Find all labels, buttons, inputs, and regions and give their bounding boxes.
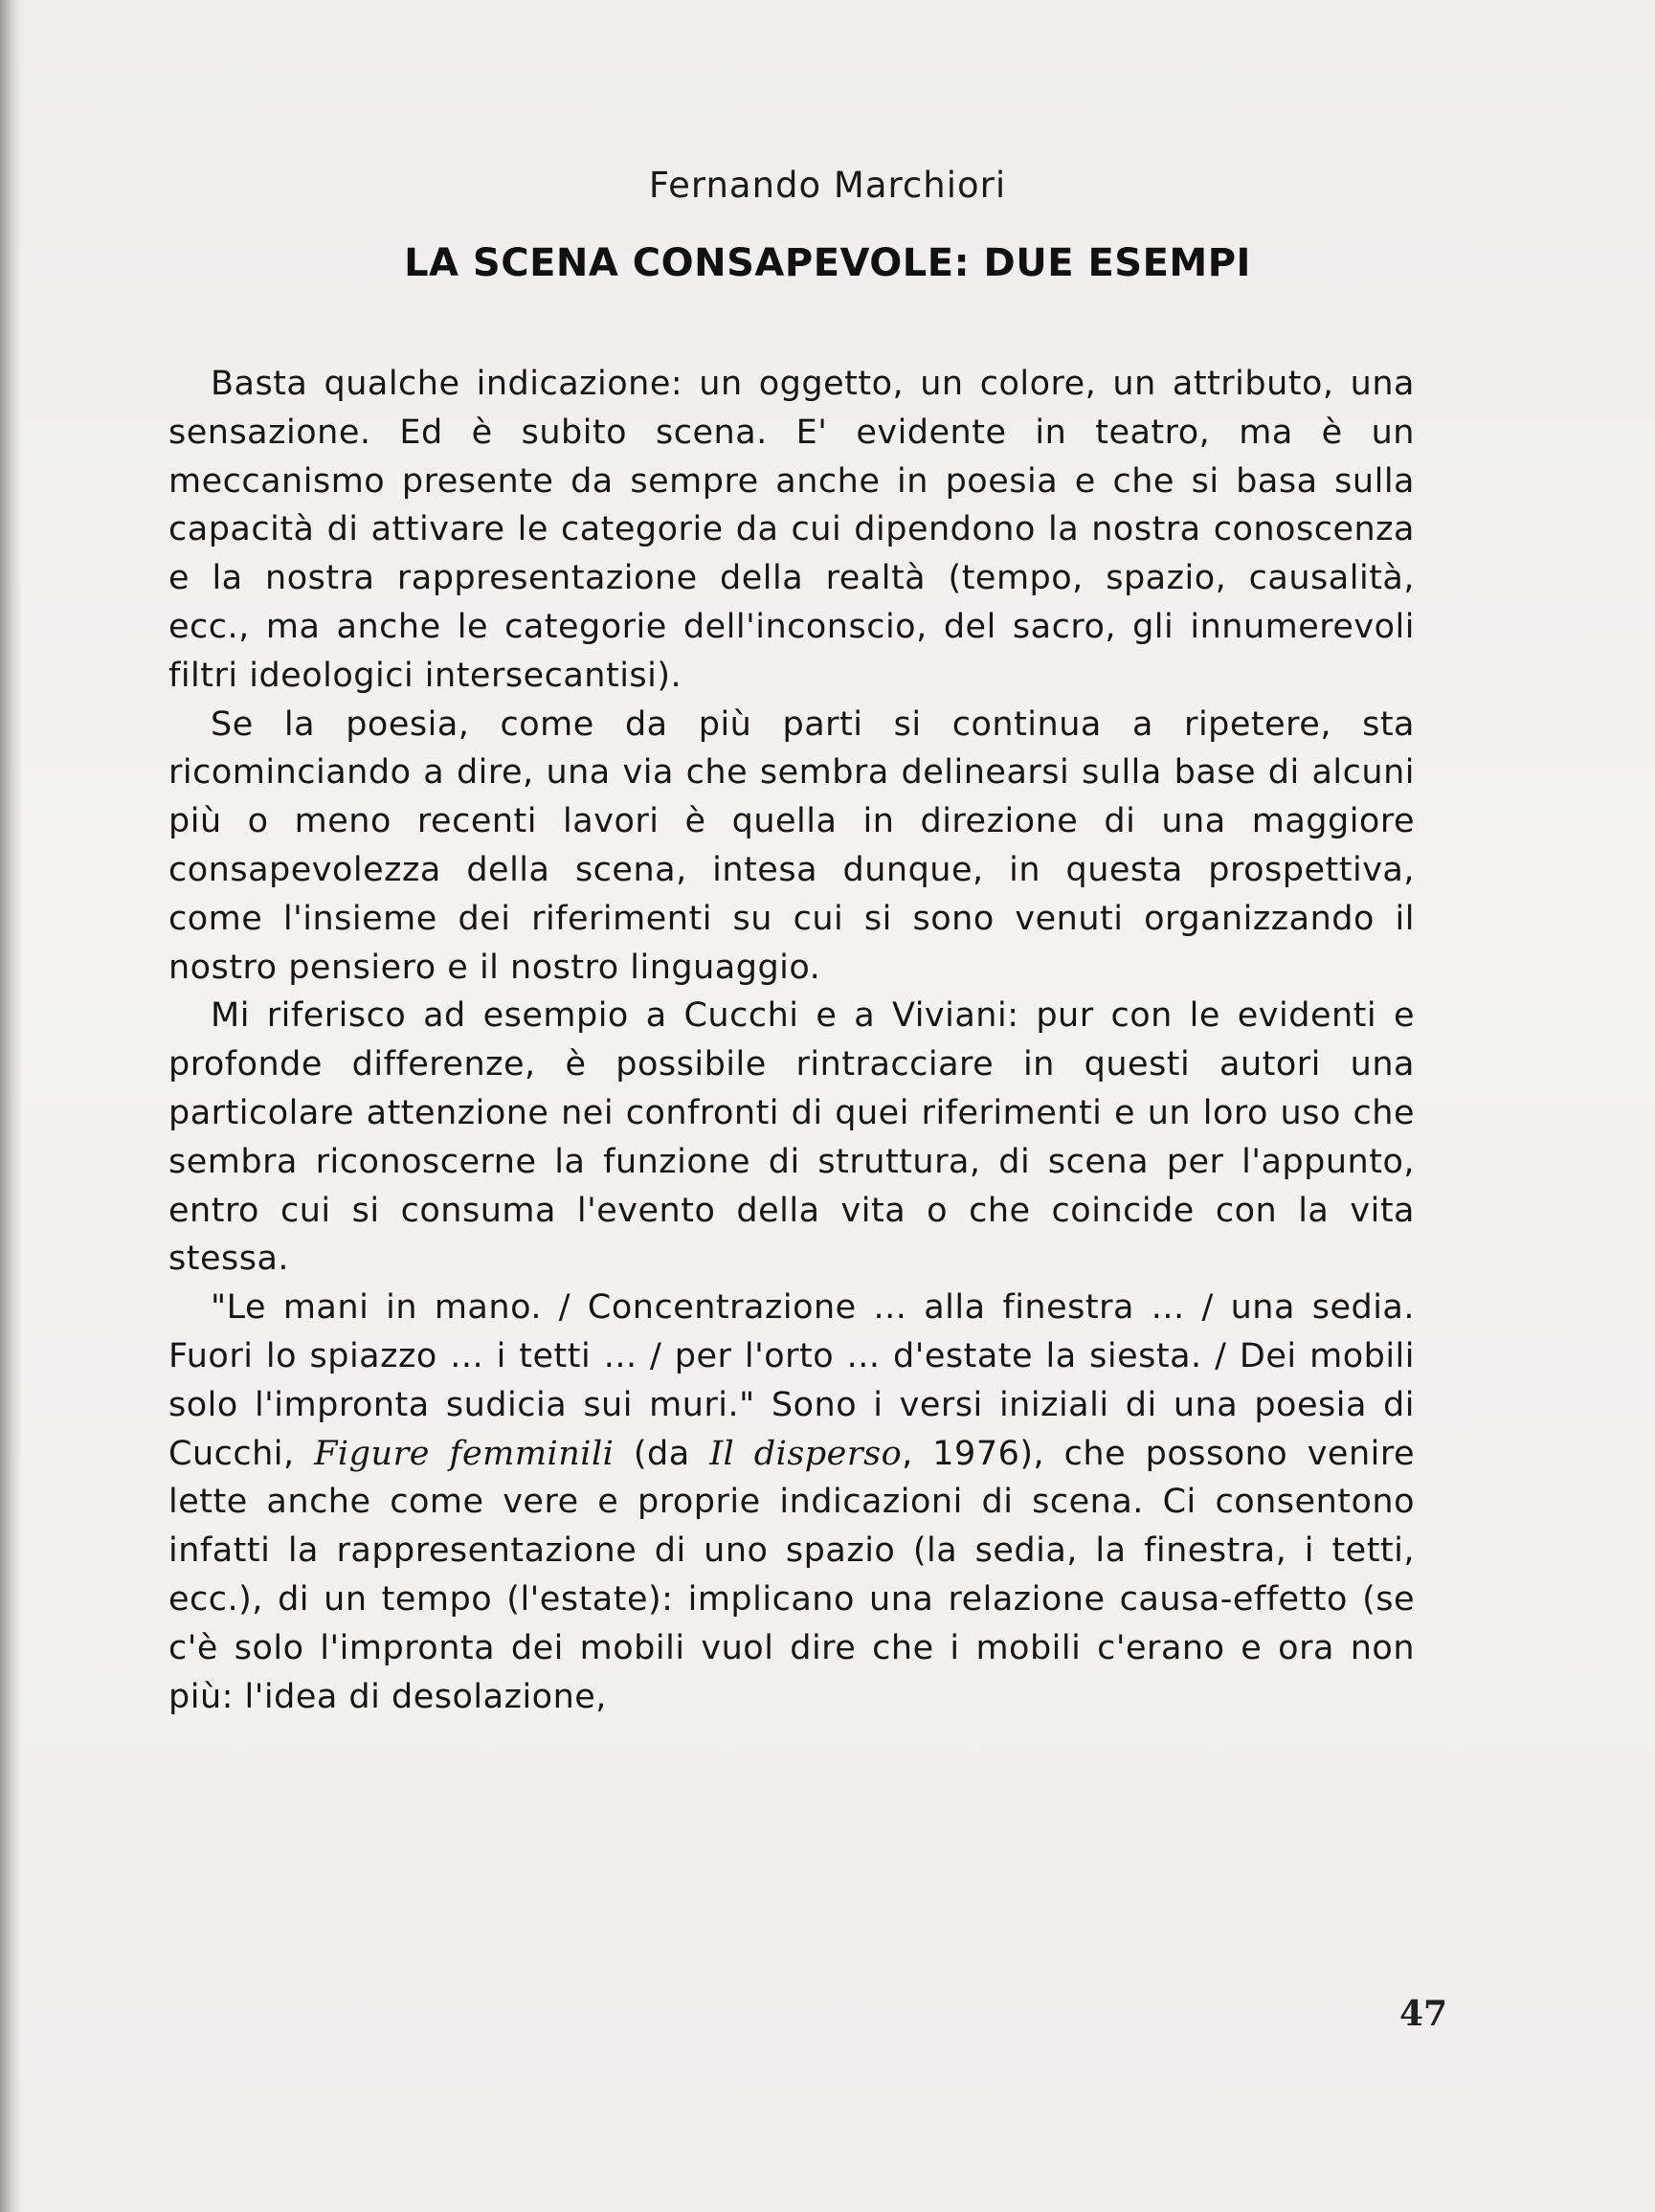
paragraph-4-text-c: , 1976), che possono venire lette anche come vere e proprie indicazioni di scena. Ci consentono infatti la rappresentazione di uno spazio (la sedia, la finestra, i tetti, ecc.), di un tempo (l'estate): implicano una relazione causa-effetto (se c'è solo l'impronta dei mobili vuol dire che i mobili c'erano e ora non più: l'idea di desolazione, (168, 1434, 1416, 1716)
paragraph-1: Basta qualche indicazione: un oggetto, un colore, un attributo, una sensazione. Ed è subito scena. E' evidente in teatro, ma è un meccanismo presente da sempre anche in poesia e che si basa sulla capacità di attivare le categorie da cui dipendono la nostra conoscenza e la nostra rappresentazione della realtà (tempo, spazio, causalità, ecc., ma anche le categorie dell'inconscio, del sacro, gli innumerevoli filtri ideologici intersecantisi). (168, 365, 1415, 695)
page-gutter-shadow (0, 0, 21, 2212)
article-title: LA SCENA CONSAPEVOLE: DUE ESEMPI (404, 241, 1251, 285)
poem-title: Figure femminili (314, 1434, 615, 1473)
paragraph-4-text-b: (da (614, 1434, 710, 1473)
author-name: Fernando Marchiori (648, 165, 1007, 206)
paragraph-3: Mi riferisco ad esempio a Cucchi e a Viviani: pur con le evidenti e profonde differenze, è possibile rintracciare in questi autori una particolare attenzione nei confronti di quei riferimenti e un loro uso che sembra riconoscerne la funzione di struttura, di scena per l'appunto, entro cui si consuma l'evento della vita o che coincide con la vita stessa. (168, 996, 1415, 1279)
paragraph-2: Se la poesia, come da più parti si continua a ripetere, sta ricominciando a dire, una via che sembra delinearsi sulla base di alcuni più o meno recenti lavori è quella in direzione di una maggiore consapevolezza della scena, intesa dunque, in questa prospettiva, come l'insieme dei riferimenti su cui si sono venuti organizzando il nostro pensiero e il nostro linguaggio. (168, 704, 1415, 987)
article-body (168, 360, 1415, 1721)
paragraph-4 (168, 1284, 1415, 1721)
paragraph-4-text-a: "Le mani in mano. / Concentrazione ... alla finestra ... / una sedia. Fuori lo spiazzo ... i tetti ... / per l'orto ... d'estate la siesta. / Dei mobili solo l'impronta sudicia sui muri." Sono i versi iniziali di una poesia di Cucchi, (168, 1288, 1415, 1473)
book-title: Il disperso (709, 1434, 903, 1473)
page-number: 47 (1399, 1994, 1448, 2034)
